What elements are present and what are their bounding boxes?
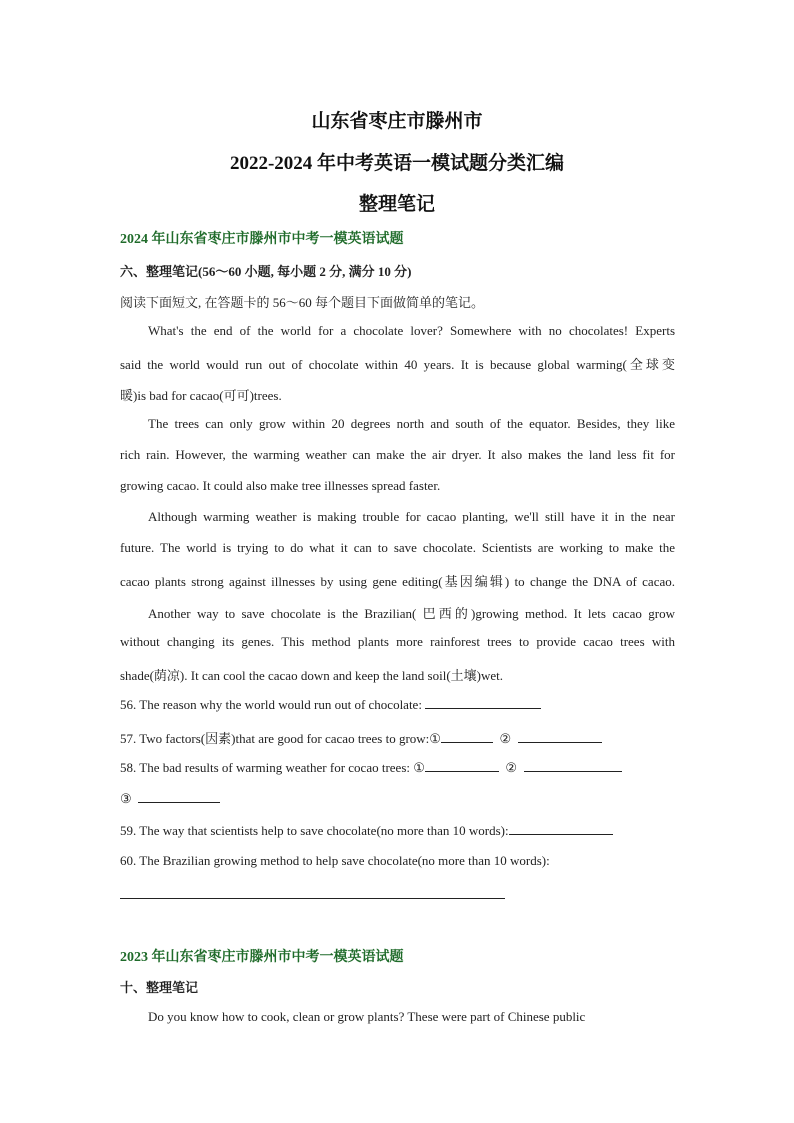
answer-blank-57-2[interactable] [518, 730, 602, 743]
passage-line: cacao plants strong against illnesses by using gene editing(基因编辑) to change the DNA of cacao. [120, 574, 675, 589]
passage-line: said the world would run out of chocolate within 40 years. It is because global warming(全球变 [120, 357, 675, 372]
passage-line: The trees can only grow within 20 degrees north and south of the equator. Besides, they like [148, 416, 675, 431]
question-56 [120, 696, 541, 713]
passage-line: future. The world is trying to do what it can to save chocolate. Scientists are working to make the [120, 540, 675, 555]
question-58-text: 58. The bad results of warming weather for cocao trees: ① [120, 760, 425, 775]
answer-blank-58-2[interactable] [524, 759, 622, 772]
passage-line: Do you know how to cook, clean or grow plants? These were part of Chinese public [148, 1009, 586, 1024]
answer-blank-58-3[interactable] [138, 790, 220, 803]
passage-line: Another way to save chocolate is the Brazilian( 巴西的)growing method. It lets cacao grow [148, 606, 675, 621]
passage-line: rich rain. However, the warming weather can make the air dryer. It also makes the land less fit for [120, 447, 675, 462]
circle-mark-2: ② [505, 760, 518, 775]
circle-mark-2: ② [499, 731, 512, 746]
question-58-continued [120, 790, 220, 807]
instruction: 阅读下面短文, 在答题卡的 56～60 每个题目下面做简单的笔记。 [120, 295, 485, 310]
question-58 [120, 759, 622, 776]
answer-blank-59[interactable] [509, 822, 613, 835]
passage-line: growing cacao. It could also make tree illnesses spread faster. [120, 478, 441, 493]
part-title-2023: 十、整理笔记 [120, 980, 199, 995]
passage-line: 暖)is bad for cacao(可可)trees. [120, 388, 282, 403]
passage-line: shade(荫凉). It can cool the cacao down and keep the land soil(土壤)wet. [120, 668, 504, 683]
section-2024-heading: 2024 年山东省枣庄市滕州市中考一模英语试题 [120, 232, 404, 247]
question-59-text: 59. The way that scientists help to save chocolate(no more than 10 words): [120, 823, 509, 838]
answer-blank-60[interactable] [120, 898, 505, 899]
circle-mark-3: ③ [120, 791, 132, 806]
title-line-3: 整理笔记 [358, 194, 435, 215]
section-2023-heading: 2023 年山东省枣庄市滕州市中考一模英语试题 [120, 950, 404, 965]
answer-blank-57-1[interactable] [441, 730, 493, 743]
question-60-text: 60. The Brazilian growing method to help save chocolate(no more than 10 words): [120, 853, 550, 868]
part-title-2024: 六、整理笔记(56～60 小题, 每小题 2 分, 满分 10 分) [120, 264, 412, 279]
passage-line: Although warming weather is making trouble for cacao planting, we'll still have it in the near [148, 509, 675, 524]
question-60 [120, 853, 550, 869]
title-line-1: 山东省枣庄市滕州市 [311, 111, 483, 132]
passage-line: What's the end of the world for a chocolate lover? Somewhere with no chocolates! Experts [148, 323, 675, 338]
question-59 [120, 822, 613, 839]
answer-blank-58-1[interactable] [425, 759, 499, 772]
title-line-2: 2022-2024 年中考英语一模试题分类汇编 [229, 153, 565, 174]
passage-line: without changing its genes. This method plants more rainforest trees to provide cacao trees with [120, 634, 675, 649]
question-56-text: 56. The reason why the world would run out of chocolate: [120, 697, 422, 712]
question-57-text: 57. Two factors(因素)that are good for cacao trees to grow:① [120, 731, 441, 746]
question-57 [120, 728, 602, 747]
answer-blank-56[interactable] [425, 696, 541, 709]
